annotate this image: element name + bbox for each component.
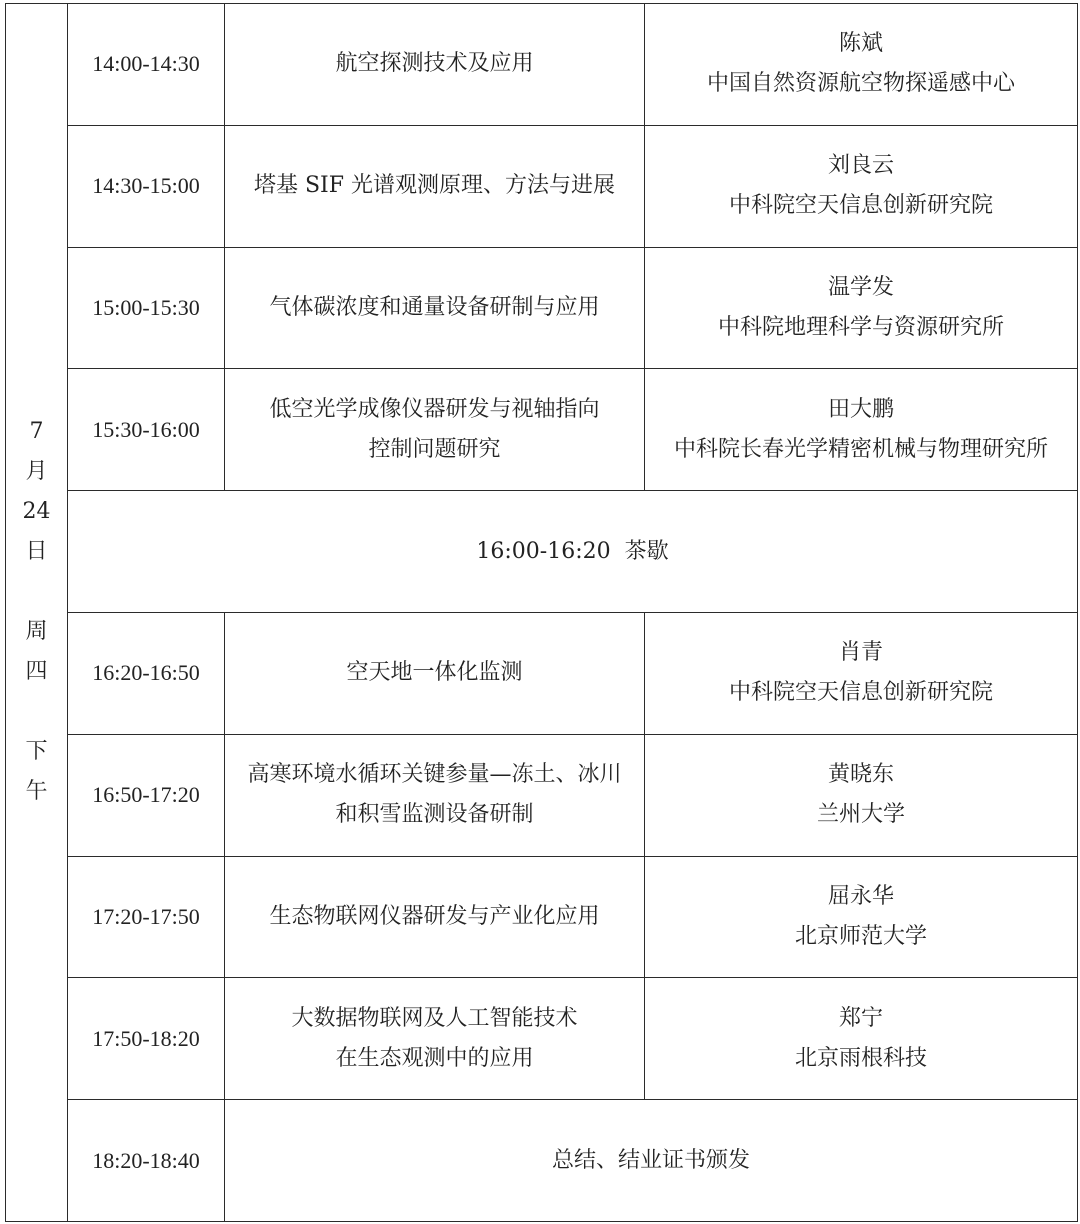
session-time: 15:00-15:30 <box>68 247 225 369</box>
day-gap <box>12 692 61 732</box>
speaker-name: 陈斌 <box>838 31 883 57</box>
closing-time: 18:20-18:40 <box>68 1100 225 1222</box>
speaker-name: 肖青 <box>838 640 883 666</box>
topic-line: 控制问题研究 <box>368 436 501 462</box>
day-label <box>6 4 68 1222</box>
table-row <box>6 4 1078 126</box>
day-date-number: 24 <box>22 499 51 525</box>
speaker-org: 中国自然资源航空物探遥感中心 <box>706 71 1015 97</box>
day-week-char: 周 <box>25 619 48 645</box>
session-time: 16:50-17:20 <box>68 734 225 856</box>
closing-row <box>6 1100 1078 1222</box>
session-topic <box>225 369 645 491</box>
session-time: 17:50-18:20 <box>68 978 225 1100</box>
session-time: 15:30-16:00 <box>68 369 225 491</box>
topic-line: 塔基 SIF 光谱观测原理、方法与进展 <box>253 173 615 199</box>
speaker-org: 北京雨根科技 <box>794 1045 927 1071</box>
day-period-char-1: 下 <box>25 739 48 765</box>
day-gap <box>12 572 61 612</box>
session-time: 14:00-14:30 <box>68 4 225 126</box>
schedule-table <box>5 3 1078 1222</box>
session-topic <box>225 978 645 1100</box>
topic-line: 低空光学成像仪器研发与视轴指向 <box>269 396 600 422</box>
speaker-name: 郑宁 <box>838 1005 883 1031</box>
speaker-name: 刘良云 <box>827 153 894 179</box>
table-row <box>6 612 1078 734</box>
day-month-number: 7 <box>29 419 44 445</box>
topic-line: 高寒环境水循环关键参量—冻土、冰川 <box>247 762 622 788</box>
topic-line: 生态物联网仪器研发与产业化应用 <box>269 903 600 929</box>
session-speaker <box>645 369 1078 491</box>
day-period-char-2: 午 <box>25 779 48 805</box>
table-row <box>6 734 1078 856</box>
topic-line: 和积雪监测设备研制 <box>335 802 534 828</box>
topic-line: 大数据物联网及人工智能技术 <box>291 1005 578 1031</box>
session-time: 17:20-17:50 <box>68 856 225 978</box>
speaker-org: 兰州大学 <box>816 802 905 828</box>
day-weekday-char: 四 <box>25 659 48 685</box>
table-row <box>6 247 1078 369</box>
session-topic <box>225 247 645 369</box>
topic-line: 空天地一体化监测 <box>346 660 523 686</box>
topic-line: 气体碳浓度和通量设备研制与应用 <box>269 294 600 320</box>
session-time: 14:30-15:00 <box>68 125 225 247</box>
table-row <box>6 125 1078 247</box>
session-topic <box>225 734 645 856</box>
topic-line: 航空探测技术及应用 <box>335 51 534 77</box>
table-row <box>6 369 1078 491</box>
speaker-name: 黄晓东 <box>827 762 894 788</box>
speaker-org: 中科院空天信息创新研究院 <box>728 193 993 219</box>
speaker-name: 屈永华 <box>827 883 894 909</box>
break-row <box>6 491 1078 613</box>
session-topic <box>225 4 645 126</box>
speaker-org: 中科院地理科学与资源研究所 <box>717 314 1004 340</box>
speaker-name: 田大鹏 <box>827 396 894 422</box>
session-speaker <box>645 612 1078 734</box>
session-topic <box>225 125 645 247</box>
session-speaker <box>645 4 1078 126</box>
session-speaker <box>645 978 1078 1100</box>
speaker-org: 中科院长春光学精密机械与物理研究所 <box>673 436 1048 462</box>
session-topic <box>225 856 645 978</box>
table-row <box>6 978 1078 1100</box>
session-speaker <box>645 125 1078 247</box>
day-month-char: 月 <box>25 459 48 485</box>
session-topic <box>225 612 645 734</box>
table-row <box>6 856 1078 978</box>
speaker-org: 中科院空天信息创新研究院 <box>728 680 993 706</box>
speaker-org: 北京师范大学 <box>794 923 927 949</box>
session-speaker <box>645 247 1078 369</box>
tea-break: 16:00-16:20 茶歇 <box>68 491 1078 613</box>
topic-line: 在生态观测中的应用 <box>335 1045 534 1071</box>
session-speaker <box>645 734 1078 856</box>
speaker-name: 温学发 <box>827 274 894 300</box>
session-time: 16:20-16:50 <box>68 612 225 734</box>
day-date-char: 日 <box>25 539 48 565</box>
closing-text: 总结、结业证书颁发 <box>225 1100 1078 1222</box>
session-speaker <box>645 856 1078 978</box>
